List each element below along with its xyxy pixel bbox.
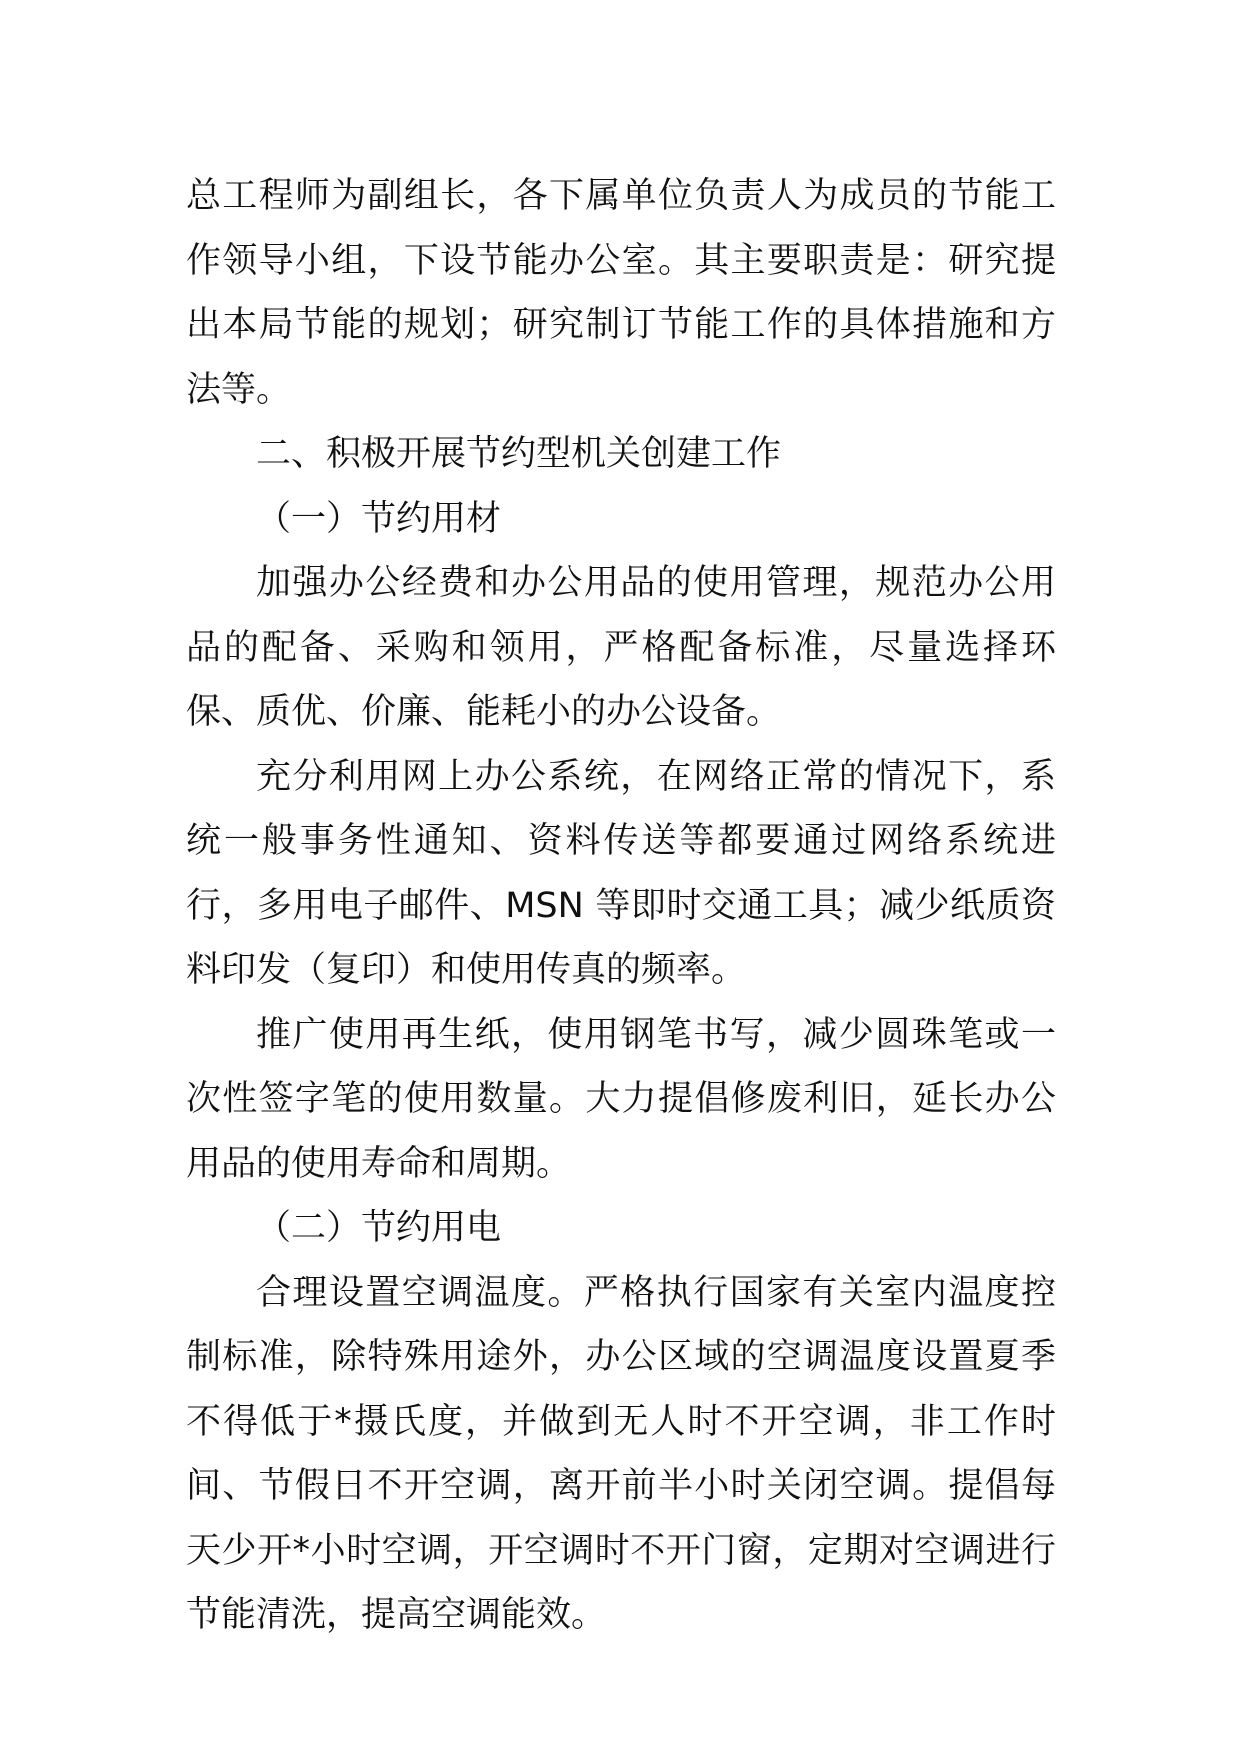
subsection-heading-electricity: （二）节约用电 [256,1208,502,1248]
body-paragraph: 总工程师为副组长，各下属单位负责人为成员的节能工作领导小组，下设节能办公室。其主要职责是：研究提出本局节能的规划；研究制订节能工作的具体措施和方法等。 [186,176,1056,410]
subsection-heading-materials: （一）节约用材 [256,498,502,539]
body-paragraph: 合理设置空调温度。严格执行国家有关室内温度控制标准，除特殊用途外，办公区域的空调温度设置夏季不得低于*摄氏度，并做到无人时不开空调，非工作时间、节假日不开空调，离开前半小时关闭空调。提倡每天少开*小时空调，开空调时不开门窗，定期对空调进行节能清洗，提高空调能效。 [186,1272,1056,1635]
body-paragraph: 充分利用网上办公系统，在网络正常的情况下，系统一般事务性通知、资料传送等都要通过网络系统进行，多用电子邮件、MSN 等即时交通工具；减少纸质资料印发（复印）和使用传真的频率。 [186,756,1056,990]
body-paragraph: 加强办公经费和办公用品的使用管理，规范办公用品的配备、采购和领用，严格配备标准，尽量选择环保、质优、价廉、能耗小的办公设备。 [186,563,1056,732]
document-body [186,164,1056,1648]
body-paragraph: 推广使用再生纸，使用钢笔书写，减少圆珠笔或一次性签字笔的使用数量。大力提倡修废利旧，延长办公用品的使用寿命和周期。 [186,1014,1056,1184]
section-heading-2: 二、积极开展节约型机关创建工作 [256,434,782,474]
